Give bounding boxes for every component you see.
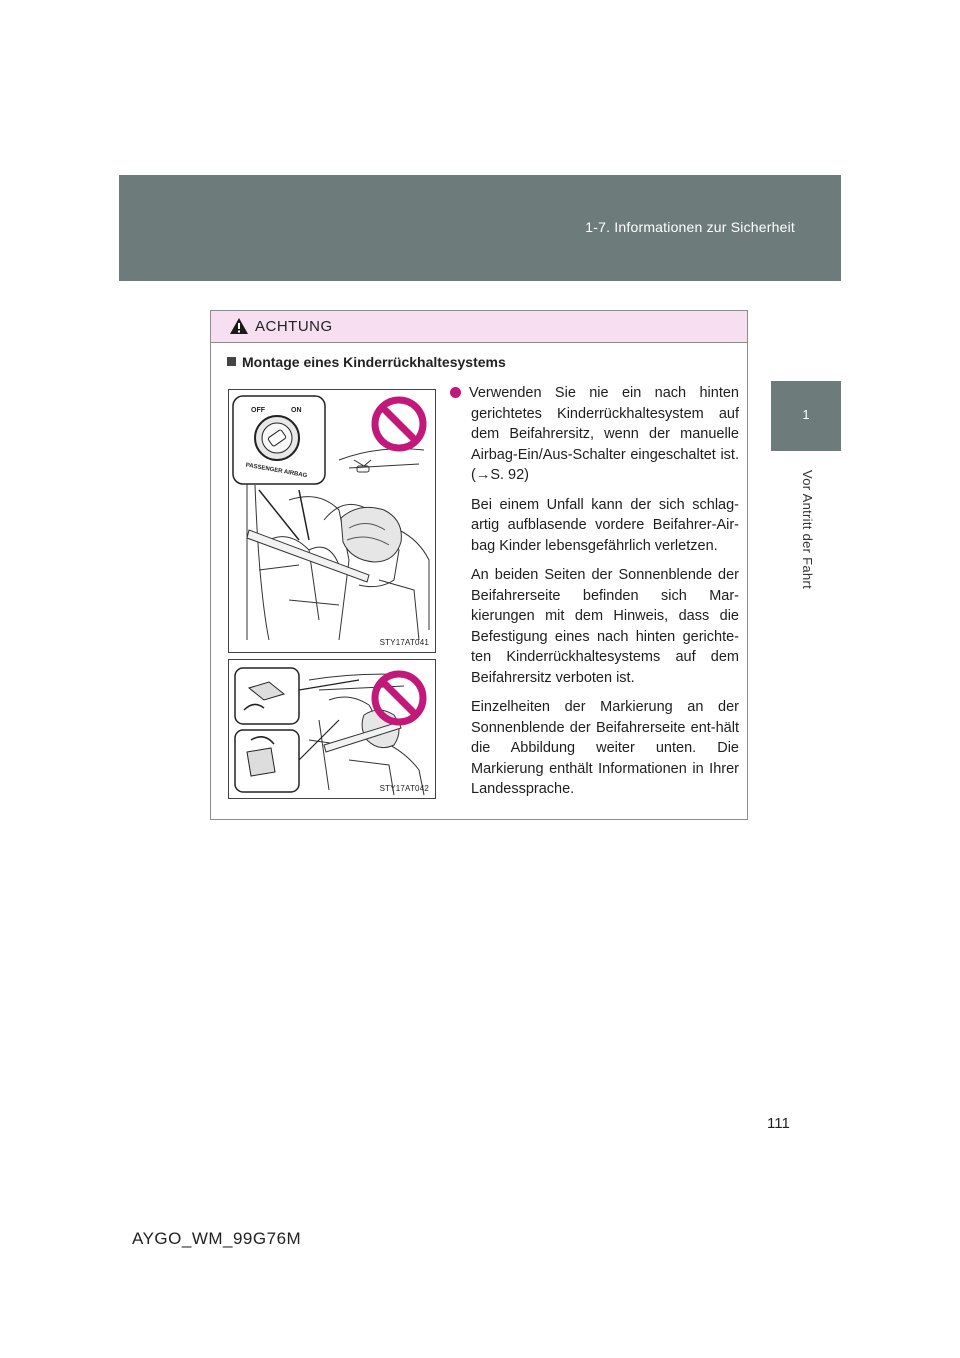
warning-box	[210, 310, 748, 820]
illustration-airbag-switch	[228, 389, 436, 653]
prohibition-icon	[375, 674, 423, 722]
chapter-side-label	[757, 470, 857, 600]
switch-on-label: ON	[291, 407, 302, 414]
bullet-paragraph	[447, 383, 739, 486]
warning-title: ACHTUNG	[255, 318, 333, 335]
square-bullet-icon	[227, 357, 236, 366]
paragraph-3: Einzelheiten der Markierung an der Sonnenblende der Beifahrerseite ent-hält die Abbildung weiter unten. Die Markierung enthält Informationen in Ihrer Landessprache.	[471, 699, 739, 797]
paragraph-2: An beiden Seiten der Sonnenblende der Beifahrerseite befinden sich Mar-kierungen mit dem Hinweis, dass die Befestigung eines nach hinten gerichte-ten Kinderrückhaltesystems auf dem Beifahrersitz verboten ist.	[471, 567, 739, 686]
chapter-tab	[771, 381, 841, 451]
figure1-code: STY17AT041	[379, 638, 429, 647]
illustration-sun-visor	[228, 659, 436, 799]
car-interior-illustration	[229, 390, 435, 652]
chapter-header-band	[119, 175, 841, 281]
switch-caption: PASSENGER AIRBAG	[245, 462, 308, 480]
sun-visor-illustration	[229, 660, 435, 798]
document-code: AYGO_WM_99G76M	[132, 1229, 302, 1248]
section-heading-text: Montage eines Kinderrückhaltesystems	[242, 354, 506, 370]
warning-triangle-icon	[229, 317, 249, 335]
figure2-code: STY17AT042	[379, 784, 429, 793]
warning-text	[447, 383, 739, 809]
warning-header	[211, 311, 747, 343]
circle-bullet-icon	[450, 387, 461, 398]
switch-off-label: OFF	[251, 407, 265, 414]
chapter-label-text: Vor Antritt der Fahrt	[800, 470, 815, 590]
section-title: 1-7. Informationen zur Sicherheit	[585, 219, 795, 235]
prohibition-icon	[375, 400, 423, 448]
section-heading	[227, 354, 506, 370]
page-number: 111	[767, 1115, 790, 1132]
paragraph-1: Bei einem Unfall kann der sich schlag-artig aufblasende vordere Beifahrer-Air-bag Kinder lebensgefährlich verletzen.	[471, 496, 739, 554]
chapter-number: 1	[802, 407, 810, 422]
bullet-text: Verwenden Sie nie ein nach hinten gerichtetes Kinderrückhaltesystem auf dem Beifahrersitz, wenn der manuelle Airbag-Ein/Aus-Schalter eingeschaltet ist. (→S. 92)	[469, 385, 739, 483]
